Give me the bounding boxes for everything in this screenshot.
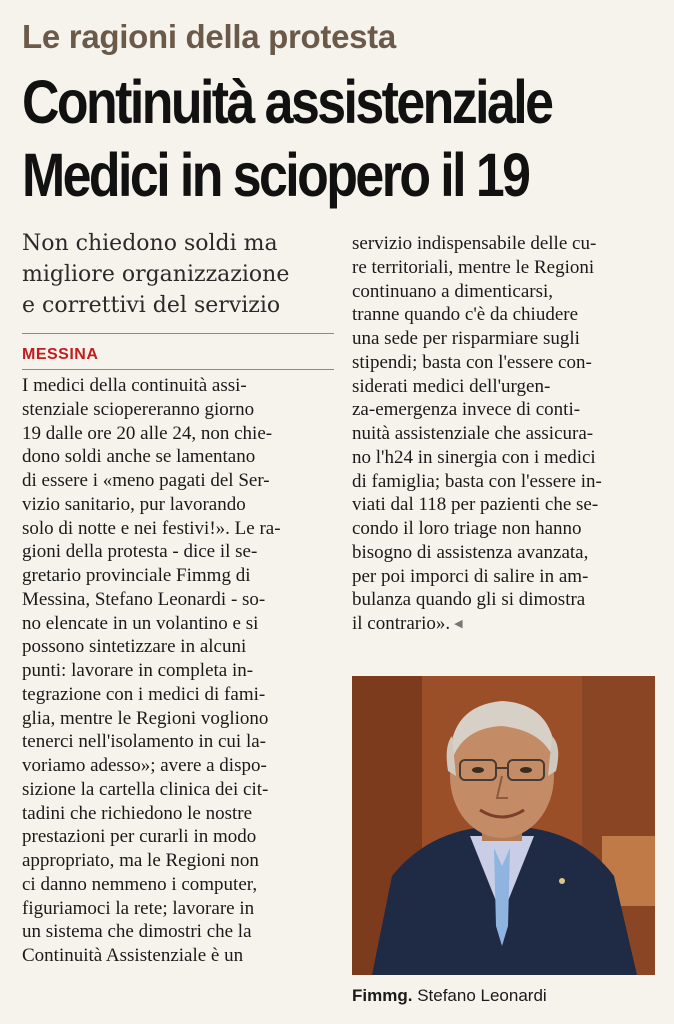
text-line: gioni della protesta - dice il se-: [22, 541, 258, 563]
text-line: viati dal 118 per pazienti che se-: [352, 494, 599, 516]
divider-top: [22, 333, 334, 334]
headline-line-1: Continuità assistenziale: [22, 68, 552, 136]
text-line: nuità assistenziale che assicura-: [352, 423, 594, 444]
text-line: gretario provinciale Fimmg di: [22, 565, 251, 586]
text-line: di famiglia; basta con l'essere in-: [352, 470, 602, 492]
text-line: per poi imporci di salire in am-: [352, 565, 589, 587]
portrait-photo: [352, 676, 655, 975]
text-line: stipendi; basta con l'essere con-: [352, 351, 592, 373]
text-line: no l'h24 in sinergia con i medici: [352, 446, 596, 468]
text-line: di essere i «meno pagati del Ser-: [22, 470, 270, 491]
text-line: no elencate in un volantino e si: [22, 612, 259, 634]
text-line: [352, 612, 657, 637]
text-line: ci danno nemmeno i computer,: [22, 873, 258, 895]
text-line: Messina, Stefano Leonardi - so-: [22, 588, 266, 610]
text-line: punti: lavorare in completa in-: [22, 660, 254, 681]
text-line: I medici della continuità assi-: [22, 375, 247, 396]
text-line: condo il loro triage non hanno: [352, 518, 582, 539]
text-line: Continuità Assistenziale è un: [22, 945, 244, 966]
headline-line-2: Medici in sciopero il 19: [22, 141, 529, 209]
text-line: stenziale sciopereranno giorno: [22, 398, 255, 420]
text-line: tenerci nell'isolamento in cui la-: [22, 731, 267, 753]
subhead-line: e correttivi del servizio: [22, 293, 281, 318]
article-column-left: [22, 374, 334, 968]
text-line: dono soldi anche se lamentano: [22, 446, 256, 468]
caption-name: Stefano Leonardi: [417, 986, 547, 1005]
text-line: una sede per risparmiare sugli: [352, 328, 580, 349]
text-line: continuano a dimenticarsi,: [352, 280, 554, 302]
divider-bottom: [22, 369, 334, 370]
last-line-text: il contrario».: [352, 613, 451, 634]
photo-caption: [352, 986, 547, 1006]
text-line: re territoriali, mentre le Regioni: [352, 256, 595, 278]
section-label: MESSINA: [22, 346, 99, 363]
subhead-line: migliore organizzazione: [22, 262, 290, 287]
left-triangle-icon: ◀: [454, 617, 463, 630]
text-line: tranne quando c'è da chiudere: [352, 304, 579, 326]
text-line: un sistema che dimostri che la: [22, 921, 252, 943]
text-line: appropriato, ma le Regioni non: [22, 850, 259, 871]
text-line: glia, mentre le Regioni vogliono: [22, 707, 269, 729]
text-line: siderati medici dell'urgen-: [352, 375, 551, 397]
kicker: Le ragioni della protesta: [22, 18, 396, 55]
subhead-line: Non chiedono soldi ma: [22, 231, 278, 256]
text-line: sizione la cartella clinica dei cit-: [22, 778, 269, 800]
text-line: solo di notte e nei festivi!». Le ra-: [22, 517, 281, 539]
subheadline: [22, 228, 342, 321]
text-line: za-emergenza invece di conti-: [352, 399, 581, 421]
text-line: possono sintetizzare in alcuni: [22, 636, 247, 658]
portrait-illustration: [352, 676, 655, 975]
text-line: vizio sanitario, pur lavorando: [22, 493, 246, 515]
text-line: servizio indispensabile delle cu-: [352, 233, 597, 254]
text-line: bisogno di assistenza avanzata,: [352, 541, 589, 563]
article-column-right: [352, 232, 657, 637]
caption-bold: Fimmg.: [352, 986, 413, 1005]
text-line: tegrazione con i medici di fami-: [22, 683, 266, 705]
text-line: voriamo adesso»; avere a dispo-: [22, 755, 267, 776]
text-line: figuriamoci la rete; lavorare in: [22, 897, 255, 919]
text-line: prestazioni per curarli in modo: [22, 826, 257, 848]
text-line: 19 dalle ore 20 alle 24, non chie-: [22, 422, 273, 444]
text-line: tadini che richiedono le nostre: [22, 802, 253, 824]
text-line: bulanza quando gli si dimostra: [352, 589, 586, 611]
